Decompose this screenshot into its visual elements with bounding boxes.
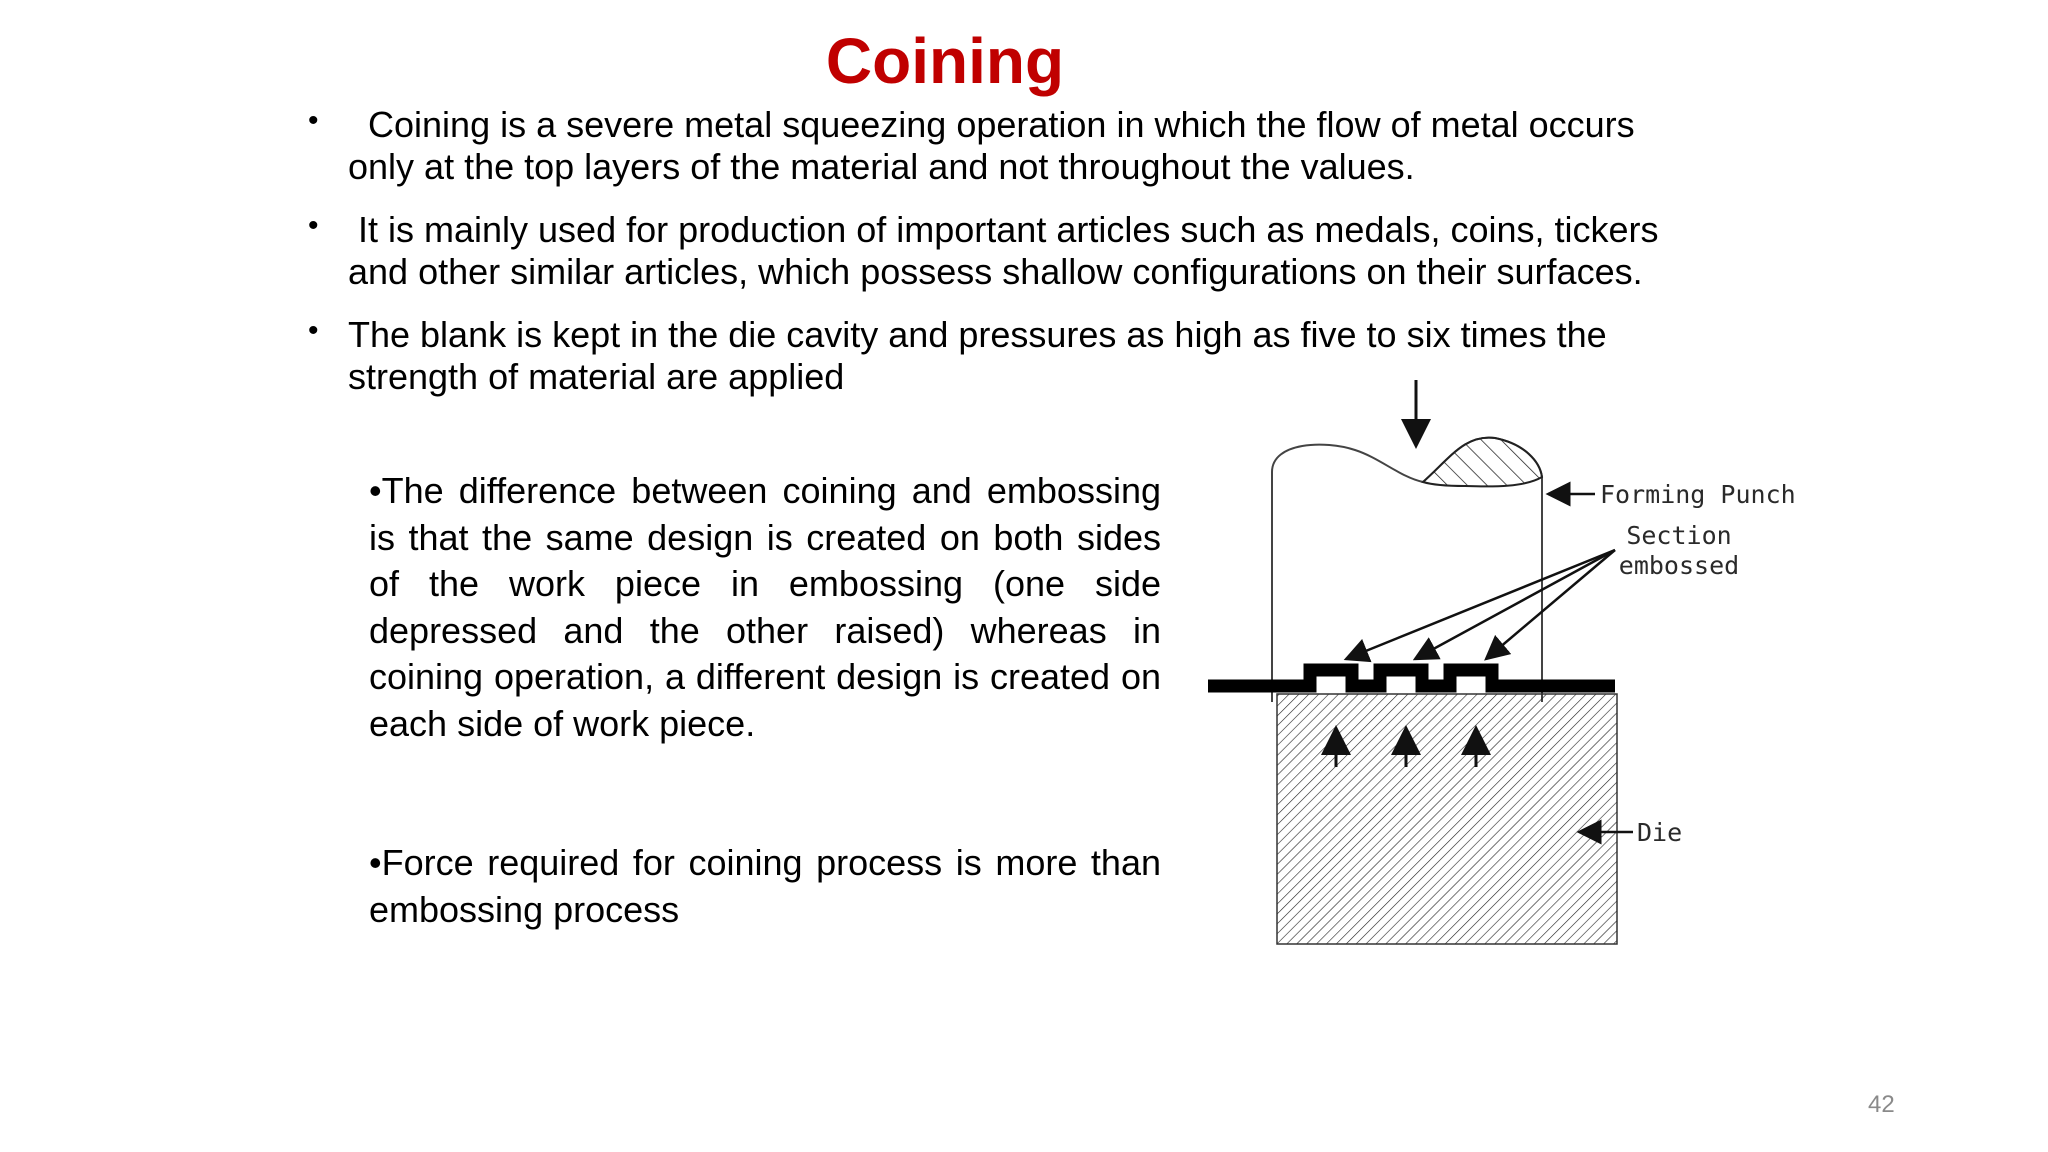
section-pointer-icon bbox=[1415, 550, 1615, 659]
section-pointer-icon bbox=[1346, 550, 1615, 659]
difference-paragraph: •The difference between coining and embossing is that the same design is created on both sides of the work piece in embossing (one side depressed and the other raised) whereas in coining operation, a different design is created on each side of work piece. bbox=[369, 470, 1161, 744]
bullet-line: strength of material are applied bbox=[348, 356, 845, 397]
bullet-item bbox=[308, 104, 1778, 188]
bullet-dot-icon: • bbox=[308, 209, 319, 242]
bullet-dot-icon: • bbox=[308, 314, 319, 347]
forming-punch-label: Forming Punch bbox=[1600, 480, 1796, 509]
force-paragraph: •Force required for coining process is more than embossing process bbox=[369, 842, 1161, 930]
bullet-item bbox=[308, 209, 1778, 293]
bullet-line: It is mainly used for production of important articles such as medals, coins, tickers bbox=[348, 209, 1659, 250]
bullet-dot-icon: • bbox=[308, 104, 319, 137]
coining-diagram bbox=[1195, 372, 1815, 952]
section-embossed-label: embossed bbox=[1618, 551, 1740, 580]
section-embossed-label: Section bbox=[1626, 521, 1732, 550]
workpiece bbox=[1208, 670, 1615, 686]
slide-title: Coining bbox=[825, 25, 1065, 97]
bullet-line: only at the top layers of the material and not throughout the values. bbox=[348, 146, 1415, 187]
bullet-line: and other similar articles, which possess shallow configurations on their surfaces. bbox=[348, 251, 1643, 292]
bullet-line: Coining is a severe metal squeezing operation in which the flow of metal occurs bbox=[348, 104, 1635, 145]
forming-punch bbox=[1272, 438, 1542, 702]
bullet-line: The blank is kept in the die cavity and pressures as high as five to six times the bbox=[348, 314, 1607, 355]
die-block bbox=[1277, 694, 1617, 944]
die-label: Die bbox=[1637, 818, 1683, 847]
page-number: 42 bbox=[1868, 1091, 1895, 1118]
section-pointer-icon bbox=[1486, 550, 1615, 659]
